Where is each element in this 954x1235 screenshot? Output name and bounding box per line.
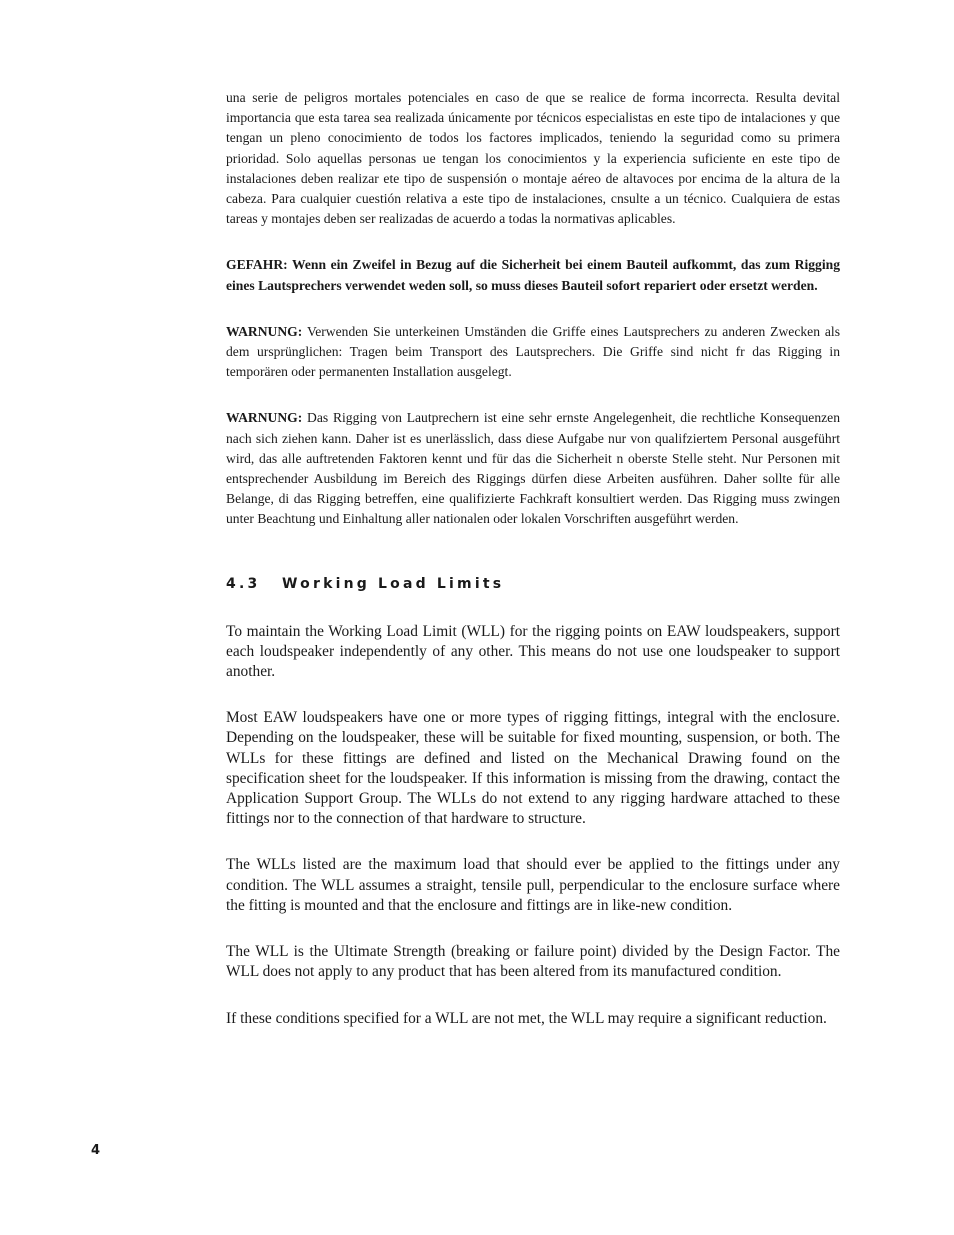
gefahr-paragraph: GEFAHR: Wenn ein Zweifel in Bezug auf die Sicherheit bei einem Bauteil aufkommt, das zum Rigging eines Lautsprechers verwendet weden soll, so muss dieses Bauteil sofort repariert oder ersetzt werden.	[226, 257, 840, 293]
warnung-rigging-text: Das Rigging von Lautprechern ist eine sehr ernste Angelegenheit, die rechtliche Konsequenzen nach sich ziehen kann. Daher ist es unerlässlich, dass diese Aufgabe nur von qualifziertem Personal ausgeführt wird, das alle auftretenden Faktoren kennt und für das die Sicherheit n oberste Stelle steht. Nur Personen mit entsprechender Ausbildung im Bereich des Riggings dürfen diese Arbeiten ausführen. Daher sollte für alle Belange, di das Rigging betreffen, eine qualifizierte Fachkraft konsultiert werden. Das Rigging muss zwingen unter Beachtung und Einhaltung aller nationalen oder lokalen Vorschriften ausgeführt werden.	[226, 410, 840, 527]
warnung-handles-paragraph	[226, 322, 840, 383]
warnung-handles-text: Verwenden Sie unterkeinen Umständen die Griffe eines Lautsprechers zu anderen Zwecken als dem ursprünglichen: Tragen beim Transport des Lautsprechers. Die Griffe sind nicht fr das Rigging in temporären oder permanenten Installation ausgelegt.	[226, 323, 840, 380]
wll-paragraph-4: The WLL is the Ultimate Strength (breaking or failure point) divided by the Design Factor. The WLL does not apply to any product that has been altered from its manufactured condition.	[226, 943, 840, 981]
section-title: Working Load Limits	[282, 575, 505, 592]
warnung-rigging-paragraph	[226, 408, 840, 529]
warnung-label: WARNUNG:	[226, 323, 303, 339]
section-heading	[226, 574, 840, 594]
section-number: 4.3	[226, 575, 261, 592]
spanish-warning-paragraph: una serie de peligros mortales potenciales en caso de que se realice de forma incorrecta. Resulta devital importancia que esta tarea sea realizada únicamente por técnicos especialistas en este tipo de intalaciones y que tengan un pleno conocimiento de todos los factores implicados, teniendo la seguridad como su primera prioridad. Solo aquellas personas ue tengan los conocimientos y la experiencia suficiente en este tipo de instalaciones deben realizar ete tipo de suspensión o montaje aéreo de altavoces por encima de la altura de la cabeza. Para cualquier cuestión relativa a este tipo de instalaciones, cnsulte a un técnico. Cualquiera de estas tareas y montajes deben ser realizadas de acuerdo a todas la normativas aplicables.	[226, 90, 840, 227]
page-number: 4	[91, 1143, 101, 1158]
wll-paragraph-5: If these conditions specified for a WLL are not met, the WLL may require a significant reduction.	[226, 1009, 827, 1027]
warnung-label: WARNUNG:	[226, 410, 303, 426]
wll-paragraph-1: To maintain the Working Load Limit (WLL) for the rigging points on EAW loudspeakers, support each loudspeaker independently of any other. This means do not use one loudspeaker to support another.	[226, 622, 840, 681]
page-content	[226, 88, 840, 1029]
wll-paragraph-3: The WLLs listed are the maximum load that should ever be applied to the fittings under any condition. The WLL assumes a straight, tensile pull, perpendicular to the enclosure surface where the fitting is mounted and that the enclosure and fittings are in like-new condition.	[226, 856, 840, 914]
wll-paragraph-2: Most EAW loudspeakers have one or more types of rigging fittings, integral with the enclosure. Depending on the loudspeaker, these will be suitable for fixed mounting, suspension, or both. The WLLs for these fittings are defined and listed on the Mechanical Drawing found on the specification sheet for the loudspeaker. If this information is missing from the drawing, contact the Application Support Group. The WLLs do not extend to any rigging hardware attached to these fittings nor to the connection of that hardware to structure.	[226, 709, 840, 828]
